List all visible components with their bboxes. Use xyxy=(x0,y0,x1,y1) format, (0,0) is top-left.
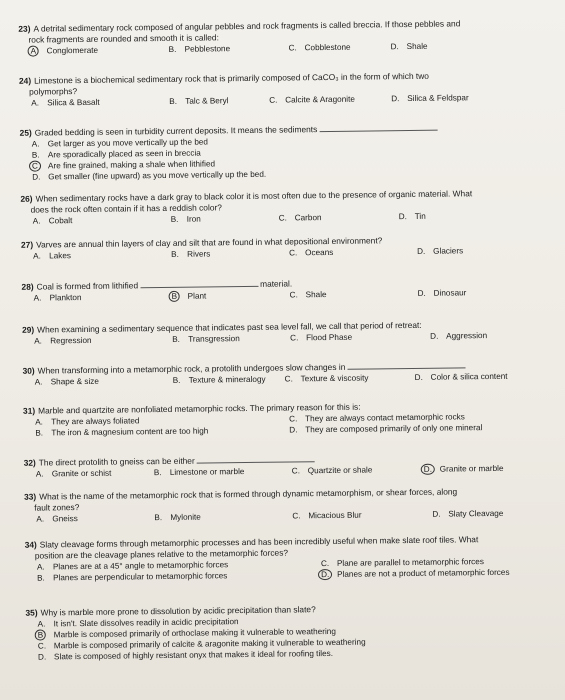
option-a[interactable]: A. They are always foliated xyxy=(35,416,140,427)
answer-blank[interactable] xyxy=(347,360,465,369)
option-c[interactable]: C. Flood Phase xyxy=(290,332,353,343)
option-d[interactable]: D. They are composed primarily of only one mineral xyxy=(289,423,483,435)
option-a[interactable]: A. Planes are at a 45° angle to metamorphic forces xyxy=(36,560,229,572)
question-stem: What is the name of the metamorphic rock that is formed through dynamic metamorphism, or shear forces, along xyxy=(39,486,458,502)
option-d[interactable]: D. Granite or marble xyxy=(424,463,504,475)
option-c[interactable]: C. Marble is composed primarily of calcite & aragonite making it vulnerable to weathering xyxy=(37,637,366,651)
question-stem: position are the cleavage planes relative to the metamorphic forces? xyxy=(34,547,289,561)
question-number: 26) xyxy=(20,193,33,204)
option-b[interactable]: B. Transgression xyxy=(172,334,240,344)
option-b[interactable]: B. Are sporadically placed as seen in breccia xyxy=(31,148,201,160)
option-b[interactable]: B. Iron xyxy=(170,214,201,224)
option-a[interactable]: A Conglomerate xyxy=(31,45,99,57)
option-c[interactable]: C Are fine grained, making a shale when lithified xyxy=(20,154,550,171)
question-stem: When sedimentary rocks have a dark gray to black color it is most often due to the presence of organic material. What xyxy=(35,188,473,204)
question-32 xyxy=(24,451,554,479)
option-a[interactable]: A. Silica & Basalt xyxy=(31,97,100,108)
question-stem: rock fragments are rounded and smooth it is called: xyxy=(28,32,219,45)
question-number: 23) xyxy=(18,23,31,34)
question-stem: The direct protolith to gneiss can be either xyxy=(38,455,195,468)
question-31 xyxy=(23,399,553,438)
question-24 xyxy=(19,69,549,108)
question-number: 29) xyxy=(21,324,35,335)
question-stem: Limestone is a biochemical sedimentary rock that is primarily composed of CaCO₃ in the form of which two xyxy=(34,70,430,86)
option-a[interactable]: A. Cobalt xyxy=(32,216,73,226)
option-c[interactable]: C. Texture & viscosity xyxy=(284,373,369,384)
question-number: 28) xyxy=(21,281,34,292)
option-d[interactable]: D. Planes are not a product of metamorphic forces xyxy=(321,567,510,580)
option-c[interactable]: C. Cobblestone xyxy=(288,42,351,53)
option-c[interactable]: C. Plane are parallel to metamorphic forces xyxy=(320,557,484,569)
question-stem: does the rock often contain if it has a reddish color? xyxy=(30,202,222,215)
question-stem: Varves are annual thin layers of clay and silt that are found in what depositional environment? xyxy=(36,235,383,250)
option-d[interactable]: D. Slaty Cleavage xyxy=(432,508,504,519)
question-number: 34) xyxy=(24,539,37,550)
question-number: 35) xyxy=(25,607,38,618)
circled-answer-mark: C xyxy=(29,161,41,172)
option-c[interactable]: C. Calcite & Aragonite xyxy=(269,94,355,105)
question-stem: fault zones? xyxy=(34,502,80,513)
answer-blank[interactable] xyxy=(140,279,258,288)
option-b[interactable]: B. Mylonite xyxy=(154,512,201,523)
answer-blank[interactable] xyxy=(197,454,315,463)
option-d[interactable]: D. Tin xyxy=(398,211,426,222)
option-d[interactable]: D. Slate is composed of highly resistant onyx that makes it ideal for roofing tiles. xyxy=(37,648,334,662)
option-c[interactable]: C. Shale xyxy=(289,290,327,300)
question-stem: A detrital sedimentary rock composed of angular pebbles and rock fragments is called breccia. If those pebbles and xyxy=(33,18,461,34)
option-d[interactable]: D. Silica & Feldspar xyxy=(391,93,469,104)
option-b[interactable]: B. Planes are perpendicular to metamorphic forces xyxy=(37,571,228,583)
option-a[interactable]: A. Plankton xyxy=(33,293,82,303)
question-stem: Why is marble more prone to dissolution by acidic precipitation than slate? xyxy=(40,604,316,618)
option-c[interactable]: C. Carbon xyxy=(278,213,322,223)
circled-answer-mark: A xyxy=(28,46,40,57)
option-d[interactable]: D. Glaciers xyxy=(417,246,464,256)
question-30 xyxy=(22,359,552,387)
option-d[interactable]: D. Dinosaur xyxy=(417,288,467,298)
option-b[interactable]: B. The iron & magnesium content are too high xyxy=(35,426,209,438)
option-a[interactable]: A. Shape & size xyxy=(34,376,99,387)
circled-answer-mark: D. xyxy=(421,464,435,475)
question-26 xyxy=(20,187,550,226)
question-number: 24) xyxy=(18,75,32,86)
question-number: 32) xyxy=(23,457,36,468)
option-d[interactable]: D. Shale xyxy=(390,41,428,52)
option-a[interactable]: A. Regression xyxy=(34,335,92,346)
option-b[interactable]: B. Texture & mineralogy xyxy=(172,374,266,385)
question-number: 31) xyxy=(22,405,36,416)
option-b[interactable]: B. Limestone or marble xyxy=(153,467,245,478)
question-stem: Graded bedding is seen in turbidity current deposits. It means the sediments xyxy=(34,124,318,138)
option-c[interactable]: C. Quartzite or shale xyxy=(291,465,373,476)
question-33 xyxy=(24,485,554,524)
question-stem: When examining a sedimentary sequence that indicates past sea level fall, we call that period of retreat: xyxy=(37,319,422,335)
question-34 xyxy=(25,533,555,583)
question-number: 30) xyxy=(22,365,35,376)
question-stem: Marble and quartzite are nonfoliated metamorphic rocks. The primary reason for this is: xyxy=(38,401,361,416)
circled-answer-mark: B xyxy=(35,629,47,640)
option-d[interactable]: D. Aggression xyxy=(430,331,488,341)
option-a[interactable]: A. It isn't. Slate dissolves readily in acidic precipitation xyxy=(37,617,239,629)
option-c[interactable]: C. They are always contact metamorphic rocks xyxy=(289,412,465,424)
question-35 xyxy=(25,601,556,662)
option-a[interactable]: A. Lakes xyxy=(33,251,72,261)
option-a[interactable]: A. Gneiss xyxy=(36,514,78,524)
question-number: 27) xyxy=(20,239,34,250)
question-29 xyxy=(22,318,552,346)
question-27 xyxy=(21,233,551,261)
option-b[interactable]: B. Pebblestone xyxy=(168,44,231,54)
answer-blank[interactable] xyxy=(319,123,437,132)
question-stem: Slaty cleavage forms through metamorphic processes and has been incredibly useful when make slate roof tiles. What xyxy=(39,534,479,550)
question-28: 28) Coal is formed from lithified material. A. Plankton B Plant C. Shale D. Dinosaur xyxy=(21,278,467,303)
question-23 xyxy=(18,17,548,56)
option-c[interactable]: C. Oceans xyxy=(289,247,334,258)
question-number: 33) xyxy=(24,491,37,502)
option-b[interactable]: B Plant xyxy=(172,291,207,302)
question-stem: Coal is formed from lithified xyxy=(36,280,139,292)
question-stem: polymorphs? xyxy=(29,86,78,97)
option-d[interactable]: D. Color & silica content xyxy=(414,371,508,382)
circled-answer-mark: D. xyxy=(318,569,332,580)
question-stem: When transforming into a metamorphic rock, a protolith undergoes slow changes in xyxy=(37,361,346,376)
circled-answer-mark: B xyxy=(169,291,181,302)
option-a[interactable]: A. Get larger as you move vertically up the bed xyxy=(31,137,209,149)
question-25 xyxy=(20,121,551,182)
question-number: 25) xyxy=(19,127,32,138)
option-b[interactable]: B. Talc & Beryl xyxy=(169,96,229,106)
option-d[interactable]: D. Get smaller (fine upward) as you move vertically up the bed. xyxy=(32,169,267,182)
option-b[interactable]: B Marble is composed primarily of orthoclase making it vulnerable to weathering xyxy=(26,623,556,640)
option-c[interactable]: C. Micacious Blur xyxy=(292,510,362,521)
option-a[interactable]: A. Granite or schist xyxy=(35,468,112,479)
option-b[interactable]: B. Rivers xyxy=(171,249,211,259)
